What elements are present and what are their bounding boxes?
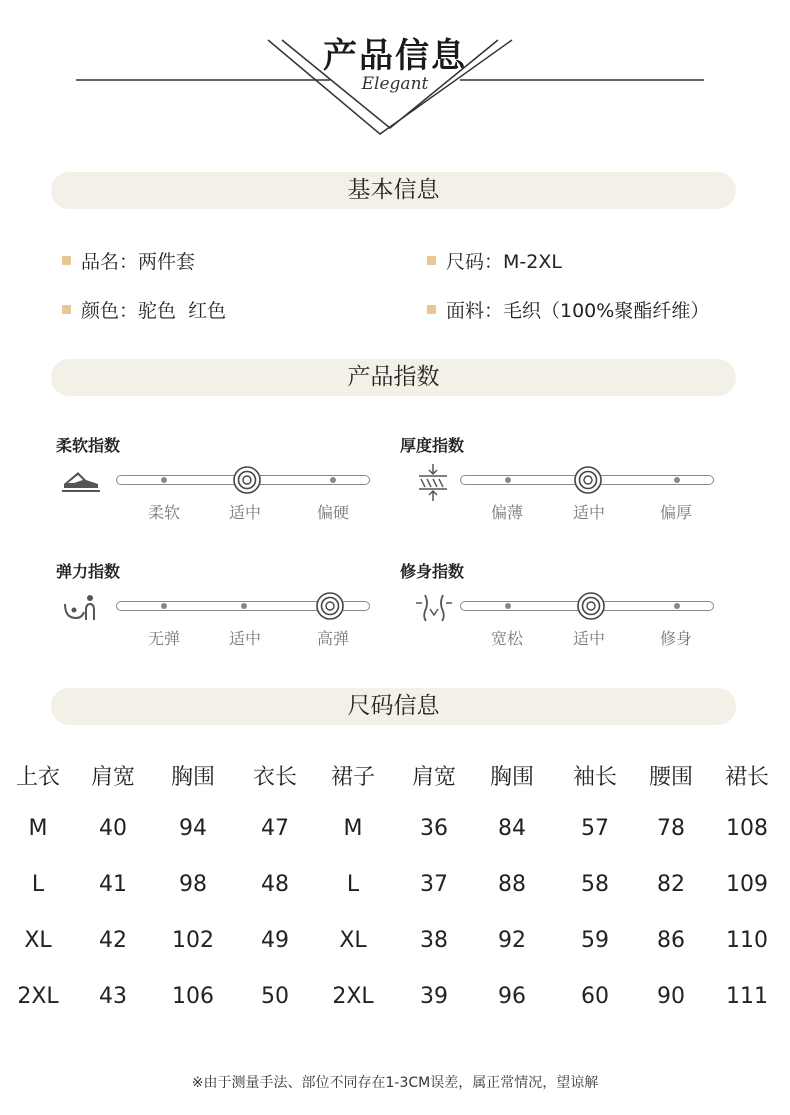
table-header-cell: 胸围 — [170, 765, 215, 790]
level-dot — [241, 603, 247, 609]
table-cell: 2XL — [332, 984, 374, 1009]
table-header-cell: 衣长 — [252, 765, 297, 790]
index-title: 修身指数 — [400, 562, 465, 581]
thickness-selector-knob[interactable] — [574, 466, 602, 494]
table-header-cell: 胸围 — [489, 765, 534, 790]
info-item-size: 尺码：M-2XL — [427, 250, 562, 274]
bullet-icon — [62, 305, 71, 314]
table-header-cell: 肩宽 — [90, 765, 135, 790]
table-cell: 50 — [261, 984, 289, 1009]
level-dot — [674, 477, 680, 483]
table-header-cell: 肩宽 — [411, 765, 456, 790]
table-cell: M — [343, 816, 363, 841]
level-label-slim: 修身 — [659, 629, 692, 648]
table-cell: 37 — [420, 872, 448, 897]
table-cell: 58 — [581, 872, 609, 897]
level-dot — [161, 477, 167, 483]
table-cell: L — [31, 872, 45, 897]
level-label-high: 高弹 — [316, 629, 349, 648]
info-item-name: 品名：两件套 — [62, 250, 195, 274]
table-cell: 59 — [581, 928, 609, 953]
level-label-thin: 偏薄 — [490, 503, 523, 522]
table-cell: L — [346, 872, 360, 897]
elastic-icon — [62, 592, 98, 622]
table-header-cell: 袖长 — [572, 765, 617, 790]
level-label-medium: 适中 — [228, 503, 261, 522]
table-cell: 110 — [726, 928, 768, 953]
table-cell: 82 — [657, 872, 685, 897]
table-cell: 92 — [498, 928, 526, 953]
table-cell: 86 — [657, 928, 685, 953]
table-cell: XL — [339, 928, 367, 953]
elasticity-selector-knob[interactable] — [316, 592, 344, 620]
table-cell: 94 — [179, 816, 207, 841]
table-cell: M — [28, 816, 48, 841]
bullet-icon — [427, 305, 436, 314]
table-header-cell: 腰围 — [648, 765, 693, 790]
table-cell: 49 — [261, 928, 289, 953]
softness-selector-knob[interactable] — [233, 466, 261, 494]
level-dot — [330, 477, 336, 483]
table-cell: 38 — [420, 928, 448, 953]
table-cell: 60 — [581, 984, 609, 1009]
table-header-cell: 裙长 — [724, 765, 769, 790]
section-basic-info: 基本信息 — [51, 172, 736, 209]
index-title: 柔软指数 — [56, 436, 121, 455]
level-label-medium: 适中 — [572, 503, 605, 522]
bullet-icon — [62, 256, 71, 265]
level-label-medium: 适中 — [228, 629, 261, 648]
table-cell: 36 — [420, 816, 448, 841]
level-dot — [505, 477, 511, 483]
section-product-index: 产品指数 — [51, 359, 736, 396]
level-label-hard: 偏硬 — [316, 503, 349, 522]
bullet-icon — [427, 256, 436, 265]
table-cell: 102 — [172, 928, 214, 953]
table-cell: 78 — [657, 816, 685, 841]
table-cell: 43 — [99, 984, 127, 1009]
measurement-footnote: ※由于测量手法、部位不同存在1-3CM误差，属正常情况，望谅解 — [191, 1075, 599, 1091]
page-subtitle: Elegant — [361, 74, 429, 94]
level-label-medium: 适中 — [572, 629, 605, 648]
table-cell: 40 — [99, 816, 127, 841]
index-title: 厚度指数 — [400, 436, 465, 455]
table-cell: 106 — [172, 984, 214, 1009]
shoe-icon — [60, 466, 102, 494]
table-header-cell: 裙子 — [330, 765, 375, 790]
table-cell: 57 — [581, 816, 609, 841]
table-cell: 98 — [179, 872, 207, 897]
table-cell: 47 — [261, 816, 289, 841]
table-cell: 39 — [420, 984, 448, 1009]
section-size-info: 尺码信息 — [51, 688, 736, 725]
level-dot — [161, 603, 167, 609]
fit-selector-knob[interactable] — [577, 592, 605, 620]
info-item-color: 颜色：驼色 红色 — [62, 299, 226, 323]
table-cell: 96 — [498, 984, 526, 1009]
level-label-none: 无弹 — [147, 629, 180, 648]
table-cell: 2XL — [17, 984, 59, 1009]
table-cell: 90 — [657, 984, 685, 1009]
table-cell: 41 — [99, 872, 127, 897]
level-label-soft: 柔软 — [147, 503, 180, 522]
table-cell: 48 — [261, 872, 289, 897]
fit-icon — [415, 593, 453, 623]
level-dot — [674, 603, 680, 609]
level-label-loose: 宽松 — [490, 629, 523, 648]
index-title: 弹力指数 — [56, 562, 121, 581]
page-title: 产品信息 — [323, 36, 467, 76]
table-cell: XL — [24, 928, 52, 953]
level-dot — [505, 603, 511, 609]
table-cell: 42 — [99, 928, 127, 953]
table-cell: 88 — [498, 872, 526, 897]
info-item-fabric: 面料：毛织（100%聚酯纤维） — [427, 299, 709, 323]
table-header-cell: 上衣 — [15, 765, 60, 790]
level-label-thick: 偏厚 — [659, 503, 692, 522]
thickness-icon — [415, 462, 451, 502]
table-cell: 109 — [726, 872, 768, 897]
table-cell: 108 — [726, 816, 768, 841]
table-cell: 84 — [498, 816, 526, 841]
table-cell: 111 — [726, 984, 768, 1009]
